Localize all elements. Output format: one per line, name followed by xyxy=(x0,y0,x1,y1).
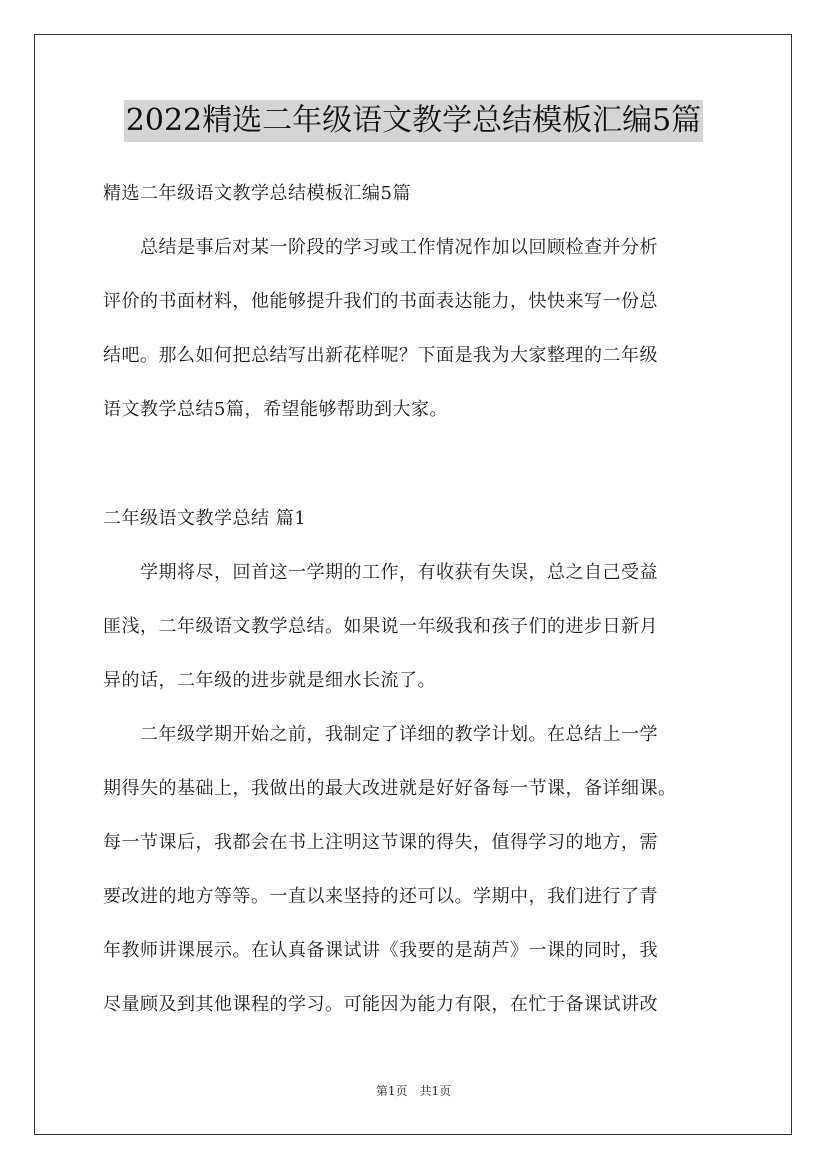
paragraph-line: 总结是事后对某一阶段的学习或工作情况作加以回顾检查并分析 xyxy=(103,237,658,258)
paragraph-line: 二年级学期开始之前，我制定了详细的教学计划。在总结上一学 xyxy=(103,724,658,745)
paragraph-line: 每一节课后，我都会在书上注明这节课的得失，值得学习的地方，需 xyxy=(103,832,658,853)
document-subtitle: 精选二年级语文教学总结模板汇编5篇 xyxy=(103,183,411,204)
page-footer: 第1页 共1页 xyxy=(375,1084,452,1098)
paragraph-line: 异的话，二年级的进步就是细水长流了。 xyxy=(103,670,436,691)
paragraph-line: 学期将尽，回首这一学期的工作，有收获有失误，总之自己受益 xyxy=(103,562,658,583)
paragraph-line: 评价的书面材料，他能够提升我们的书面表达能力，快快来写一份总 xyxy=(103,291,658,312)
paragraph-line: 要改进的地方等等。一直以来坚持的还可以。学期中，我们进行了青 xyxy=(103,886,658,907)
paragraph-line: 语文教学总结5篇，希望能够帮助到大家。 xyxy=(103,399,448,420)
paragraph-line: 年教师讲课展示。在认真备课试讲《我要的是葫芦》一课的同时，我 xyxy=(103,940,658,961)
paragraph-line: 尽量顾及到其他课程的学习。可能因为能力有限，在忙于备课试讲改 xyxy=(103,994,658,1015)
paragraph-line: 匪浅，二年级语文教学总结。如果说一年级我和孩子们的进步日新月 xyxy=(103,616,658,637)
title-wrap xyxy=(0,100,827,142)
paragraph-line: 结吧。那么如何把总结写出新花样呢？下面是我为大家整理的二年级 xyxy=(103,345,658,366)
section-heading: 二年级语文教学总结 篇1 xyxy=(103,508,307,529)
paragraph-line: 期得失的基础上，我做出的最大改进就是好好备每一节课，备详细课。 xyxy=(103,778,677,799)
document-title: 2022精选二年级语文教学总结模板汇编5篇 xyxy=(124,100,703,142)
